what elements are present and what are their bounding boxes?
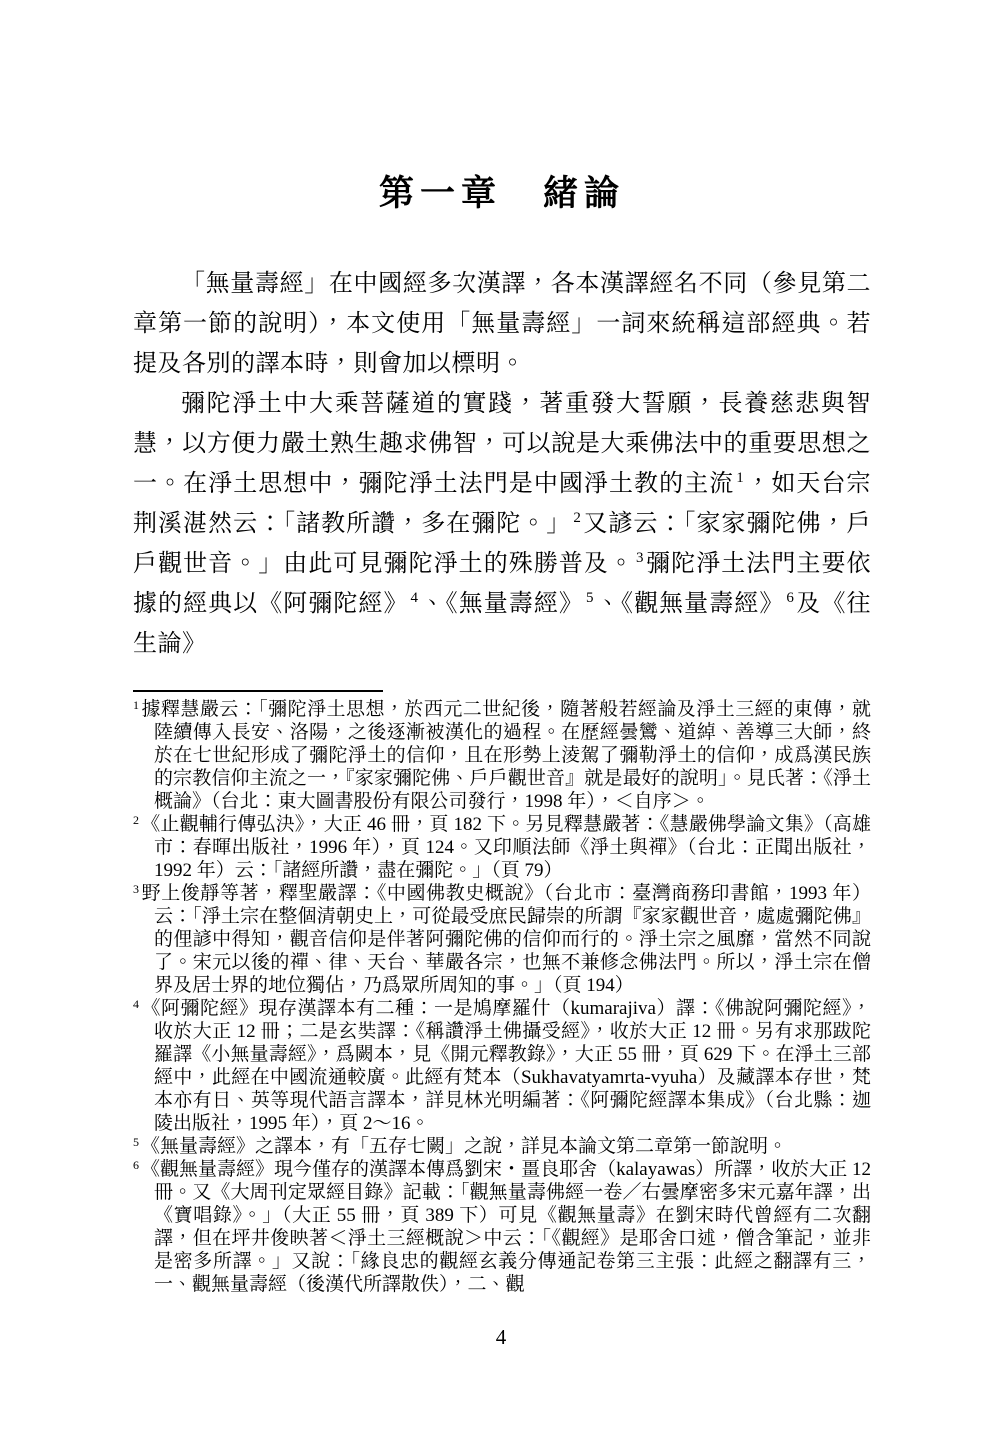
footnote-number: 6 [133,1158,139,1172]
footnote-text: 《觀無量壽經》現今僅存的漢譯本傳爲劉宋・畺良耶舍（kalayawas）所譯，收於大正 12 冊。又《大周刊定眾經目錄》記載：「觀無量壽佛經一卷／右曇摩密多宋元嘉年譯，出《寶唱錄》。」（大正 55 冊，頁 389 下）可見《觀無量壽》在劉宋時代曾經有二次翻譯，但在坪井俊映著＜淨土三經概說＞中云：「《觀經》是耶舍口述，僧含筆記，並非是密多所譯。」又說：「緣良忠的觀經玄義分傳通記卷第三主張：此經之翻譯有三，一、觀無量壽經（後漢代所譯散佚），二、觀 [141,1159,871,1295]
footnote-item [133,1158,871,1296]
chapter-title: 第一章 緒論 [378,174,625,213]
footnote-number: 1 [133,698,139,712]
footnote-item [133,882,871,997]
body-paragraph: 彌陀淨土中大乘菩薩道的實踐，著重發大誓願，長養慈悲與智慧，以方便力嚴土熟生趣求佛智，可以說是大乘佛法中的重要思想之一。在淨土思想中，彌陀淨土法門是中國淨土教的主流 $^1$，如天台宗荆溪湛然云：「諸教所讚，多在彌陀。」 $^2$又諺云：「家家彌陀佛，戶戶觀世音。」由此可見彌陀淨土的殊勝普及。 $^3$彌陀淨土法門主要依據的經典以《阿彌陀經》 $^4$、《無量壽經》 $^5$、《觀無量壽經》 $^6$及《往生論》 [133,391,872,657]
footnote-text: 野上俊靜等著，釋聖嚴譯：《中國佛教史概說》（台北市：臺灣商務印書館，1993 年）云：「淨土宗在整個清朝史上，可從最受庶民歸崇的所謂『家家觀世音，處處彌陀佛』的俚諺中得知，觀音信仰是伴著阿彌陀佛的信仰而行的。淨土宗之風靡，當然不同說了。宋元以後的禪、律、天台、華嚴各宗，也無不兼修念佛法門。所以，淨土宗在僧界及居士界的地位獨佔，乃爲眾所周知的事。」（頁 194） [141,883,871,996]
body-text [133,264,871,664]
footnote-text: 《止觀輔行傳弘決》，大正 46 冊，頁 182 下。另見釋慧嚴著：《慧嚴佛學論文集》（高雄市：春暉出版社，1996 年），頁 124。又印順法師《淨土與禪》（台北：正聞出版社，1992 年）云：「諸經所讚，盡在彌陀。」（頁 79） [141,814,871,881]
footnote-item [133,1135,871,1158]
footnote-reference: 6 [786,590,794,606]
footnotes [133,698,871,1296]
page-content [133,0,871,1296]
footnote-reference: 1 [736,470,744,486]
footnote-item [133,698,871,813]
footnote-item [133,997,871,1135]
footnote-reference: 3 [636,550,644,566]
footnote-reference: 2 [573,510,581,526]
footnote-reference: 4 [410,590,419,606]
footnote-separator [133,690,383,692]
footnote-text: 《阿彌陀經》現存漢譯本有二種：一是鳩摩羅什（kumarajiva）譯：《佛說阿彌陀經》，收於大正 12 冊；二是玄奘譯：《稱讚淨土佛攝受經》，收於大正 12 冊。另有求那跋陀羅譯《小無量壽經》，爲闕本，見《開元釋教錄》，大正 55 冊，頁 629 下。在淨土三部經中，此經在中國流通較廣。此經有梵本（Sukhavatyamrta-vyuha）及藏譯本存世，梵本亦有日、英等現代語言譯本，詳見林光明編著：《阿彌陀經譯本集成》（台北縣：迦陵出版社，1995 年），頁 2～16。 [141,998,871,1134]
footnote-item [133,813,871,882]
footnote-text: 《無量壽經》之譯本，有「五存七闕」之說，詳見本論文第二章第一節說明。 [141,1136,788,1157]
footnote-reference: 5 [585,590,594,606]
footnote-number: 2 [133,813,139,827]
footnote-number: 4 [133,997,139,1011]
footnote-text: 據釋慧嚴云：「彌陀淨土思想，於西元二世紀後，隨著般若經論及淨土三經的東傳，就陸續傳入長安、洛陽，之後逐漸被漢化的過程。在歷經曇鸞、道綽、善導三大師，終於在七世紀形成了彌陀淨土的信仰，且在形勢上淩駕了彌勒淨土的信仰，成爲漢民族的宗教信仰主流之一，『家家彌陀佛、戶戶觀世音』就是最好的說明」。見氏著：《淨土概論》（台北：東大圖書股份有限公司發行，1998 年），＜自序＞。 [141,699,871,812]
body-paragraph: 「無量壽經」在中國經多次漢譯，各本漢譯經名不同（參見第二章第一節的說明），本文使用「無量壽經」一詞來統稱這部經典。若提及各別的譯本時，則會加以標明。 [133,271,871,377]
footnote-number: 5 [133,1135,139,1149]
page-number: 4 [495,1325,507,1349]
footnote-number: 3 [133,882,139,896]
